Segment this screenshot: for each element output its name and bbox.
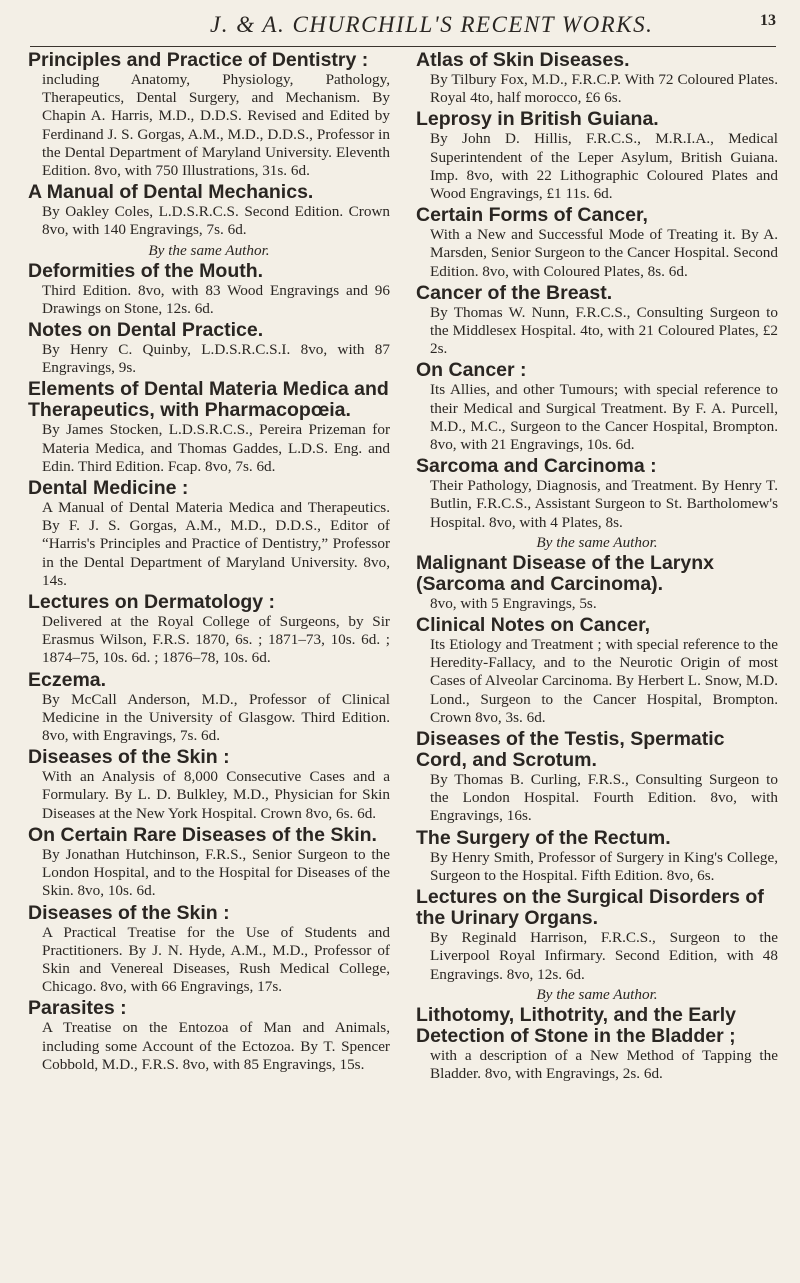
book-title: On Cancer : (416, 359, 527, 382)
book-title: Parasites : (28, 997, 127, 1020)
book-entry (416, 109, 778, 203)
header-rule (30, 46, 776, 47)
book-entry (28, 182, 390, 239)
book-description: By Oakley Coles, L.D.S.R.C.S. Second Edition. Crown 8vo, with 140 Engravings, 7s. 6d. (42, 203, 390, 239)
book-title: Sarcoma and Carcinoma : (416, 455, 657, 478)
book-title: Lectures on the Surgical Disorders of the Urinary Organs. (416, 886, 764, 930)
book-description: A Treatise on the Entozoa of Man and Animals, including some Account of the Ectozoa. By T. Spencer Cobbold, M.D., F.R.S. 8vo, with 85 Engravings, 15s. (42, 1019, 390, 1073)
book-title: Principles and Practice of Dentistry : (28, 49, 369, 71)
book-title: Clinical Notes on Cancer, (416, 614, 651, 637)
same-author-note: By the same Author. (536, 533, 658, 551)
book-entry (28, 379, 390, 476)
book-title: The Surgery of the Rectum. (416, 826, 671, 849)
book-entry (416, 283, 778, 359)
book-description: Their Pathology, Diagnosis, and Treatment. By Henry T. Butlin, F.R.C.S., Assistant Surgeon to St. Bartholomew's Hospital. 8vo, with 4 Plates, 8s. (430, 477, 778, 531)
book-entry (416, 360, 778, 454)
book-description: By Jonathan Hutchinson, F.R.S., Senior Surgeon to the London Hospital, and to the Hospital for Diseases of the Skin. 8vo, 10s. 6d. (42, 845, 390, 900)
book-entry (28, 747, 390, 823)
book-description: A Practical Treatise for the Use of Students and Practitioners. By J. N. Hyde, A.M., M.D., Professor of Skin and Venereal Diseases, Rush Medical College, Chicago. 8vo, with 66 Engravings, 17s. (42, 923, 390, 996)
book-entry (416, 456, 778, 532)
book-entry (416, 729, 778, 826)
book-title: Certain Forms of Cancer, (416, 204, 648, 227)
book-entry (28, 320, 390, 377)
book-entry (416, 615, 778, 727)
book-entry (28, 670, 390, 746)
page-number: 13 (760, 12, 776, 29)
book-entry (416, 887, 778, 984)
book-description: By James Stocken, L.D.S.R.C.S., Pereira Prizeman for Materia Medica, and Thomas Gaddes, L.D.S. Eng. and Edin. Third Edition. Fcap. 8vo, 7s. 6d. (42, 421, 390, 475)
book-description: By Tilbury Fox, M.D., F.R.C.P. With 72 Coloured Plates. Royal 4to, half morocco, £6 6s. (430, 71, 778, 107)
book-entry (416, 828, 778, 885)
book-title: Atlas of Skin Diseases. (416, 49, 630, 71)
book-title: Cancer of the Breast. (416, 281, 613, 304)
book-description: By McCall Anderson, M.D., Professor of Clinical Medicine in the University of Glasgow. Third Edition. 8vo, with Engravings, 7s. 6d. (42, 690, 390, 745)
book-description: Its Allies, and other Tumours; with special reference to their Medical and Surgical Treatment. By F. A. Purcell, M.D., M.C., Surgeon to the Cancer Hospital, Brompton. 8vo, with 21 Engravings, 10s. 6d. (430, 381, 778, 454)
book-entry (416, 553, 778, 613)
right-column (416, 50, 778, 1085)
book-title: Eczema. (28, 668, 107, 691)
book-title: Elements of Dental Materia Medica and Therapeutics, with Pharmacopœia. (28, 378, 389, 422)
book-title: Lithotomy, Lithotrity, and the Early Detection of Stone in the Bladder ; (416, 1003, 736, 1047)
book-entry (416, 1005, 778, 1083)
book-description: with a description of a New Method of Tapping the Bladder. 8vo, with Engravings, 2s. 6d. (430, 1046, 778, 1082)
book-entry (416, 205, 778, 281)
book-description: With an Analysis of 8,000 Consecutive Cases and a Formulary. By L. D. Bulkley, M.D., Physician for Skin Diseases at the New York Hospital. Crown 8vo, 6s. 6d. (42, 768, 390, 822)
page-header (0, 6, 800, 44)
book-description: Delivered at the Royal College of Surgeons, by Sir Erasmus Wilson, F.R.S. 1870, 6s. ; 1871–73, 10s. 6d. ; 1874–75, 10s. 6d. ; 1876–78, 10s. 6d. (42, 613, 390, 667)
book-description: Its Etiology and Treatment ; with special reference to the Heredity-Fallacy, and to the Neurotic Origin of most Cases of Alveolar Carcinoma. By Herbert L. Snow, M.D. Lond., Surgeon to the Cancer Hospital, Brompton. Crown 8vo, 3s. 6d. (430, 636, 778, 726)
book-description: By John D. Hillis, F.R.C.S., M.R.I.A., Medical Superintendent of the Leper Asylum, British Guiana. Imp. 8vo, with 22 Lithographic Coloured Plates and Wood Engravings, £1 11s. 6d. (430, 130, 778, 203)
book-title: Deformities of the Mouth. (28, 259, 264, 282)
book-title: On Certain Rare Diseases of the Skin. (28, 823, 377, 846)
book-entry (28, 903, 390, 997)
book-title: A Manual of Dental Mechanics. (28, 181, 314, 204)
left-column (28, 50, 390, 1085)
book-title: Leprosy in British Guiana. (416, 108, 659, 131)
book-entry (28, 261, 390, 318)
book-title: Diseases of the Testis, Spermatic Cord, and Scrotum. (416, 728, 725, 772)
book-description: With a New and Successful Mode of Treating it. By A. Marsden, Senior Surgeon to the Cancer Hospital. Second Edition. 8vo, with Coloured Plates, 8s. 6d. (430, 226, 778, 280)
book-description: By Thomas W. Nunn, F.R.C.S., Consulting Surgeon to the Middlesex Hospital. 4to, with 21 Coloured Plates, £2 2s. (430, 303, 778, 358)
same-author-note: By the same Author. (148, 241, 270, 259)
book-description: A Manual of Dental Materia Medica and Therapeutics. By F. J. S. Gorgas, A.M., M.D., D.D.S., Editor of “Harris's Principles and Practice of Dentistry,” Professor in the Dental Department of Maryland University. 8vo, 14s. (42, 499, 390, 589)
book-entry (416, 50, 778, 107)
book-title: Lectures on Dermatology : (28, 591, 276, 614)
catalogue-columns (28, 50, 778, 1085)
book-description: Third Edition. 8vo, with 83 Wood Engravings and 96 Drawings on Stone, 12s. 6d. (42, 281, 390, 317)
book-title: Diseases of the Skin : (28, 901, 230, 924)
book-description: including Anatomy, Physiology, Pathology, Therapeutics, Dental Surgery, and Mechanism. By Chapin A. Harris, M.D., D.D.S. Revised and Edited by Ferdinand J. S. Gorgas, A.M., M.D., D.D.S., Professor in the Dental Department of Maryland University. Eleventh Edition. 8vo, with 750 Illustrations, 31s. 6d. (42, 71, 390, 180)
running-title: J. & A. CHURCHILL'S RECENT WORKS. (210, 12, 654, 37)
book-entry (28, 592, 390, 668)
book-entry (28, 825, 390, 901)
book-description: By Reginald Harrison, F.R.C.S., Surgeon to the Liverpool Royal Infirmary. Second Edition, with 48 Engravings. 8vo, 12s. 6d. (430, 929, 778, 983)
book-entry (28, 998, 390, 1074)
book-entry (28, 478, 390, 590)
book-title: Notes on Dental Practice. (28, 319, 264, 342)
book-title: Diseases of the Skin : (28, 746, 230, 769)
book-description: By Henry Smith, Professor of Surgery in King's College, Surgeon to the Hospital. Fifth Edition. 8vo, 6s. (430, 848, 778, 884)
book-description: 8vo, with 5 Engravings, 5s. (430, 594, 597, 612)
book-entry (28, 50, 390, 180)
book-description: By Henry C. Quinby, L.D.S.R.C.S.I. 8vo, with 87 Engravings, 9s. (42, 341, 390, 377)
book-description: By Thomas B. Curling, F.R.S., Consulting Surgeon to the London Hospital. Fourth Edition. 8vo, with Engravings, 16s. (430, 771, 778, 825)
book-title: Dental Medicine : (28, 477, 189, 500)
same-author-note: By the same Author. (536, 985, 658, 1003)
book-title: Malignant Disease of the Larynx (Sarcoma and Carcinoma). (416, 551, 714, 595)
